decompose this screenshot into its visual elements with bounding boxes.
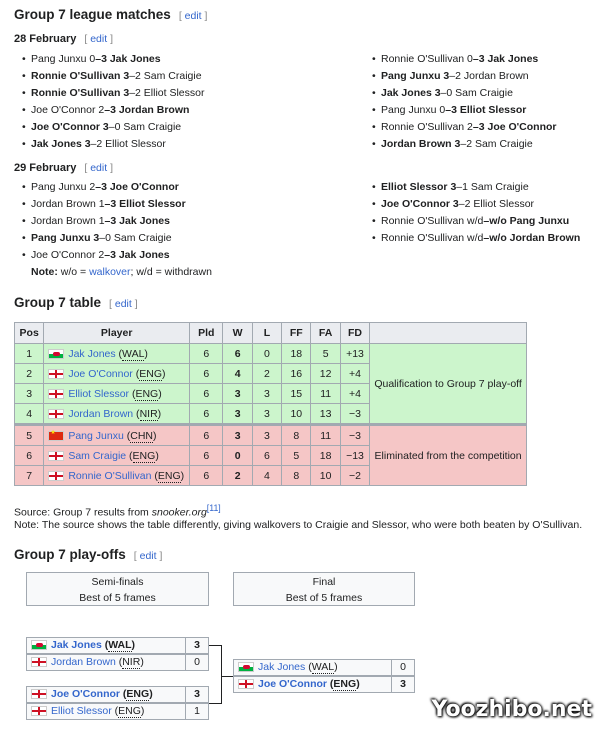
edit-link[interactable]: [ edit ] <box>178 10 208 22</box>
league-title: Group 7 league matches <box>14 7 171 22</box>
walkover-link[interactable]: walkover <box>89 266 131 278</box>
ff-cell: 18 <box>282 344 311 364</box>
l-cell: 3 <box>252 404 281 425</box>
column-header-blank <box>370 323 527 344</box>
match-result: • Jordan Brown 1–3 Elliot Slessor <box>22 196 186 213</box>
round-header-semis: Semi-finals Best of 5 frames <box>26 572 209 606</box>
match-result: • Joe O'Connor 2–3 Jordan Brown <box>22 102 204 119</box>
fa-cell: 18 <box>311 446 340 466</box>
table-note: Note: The source shows the table differently, giving walkovers to Craigie and Slessor, who were both beaten by O'Sullivan. <box>14 519 583 531</box>
nationality-abbr: ENG <box>139 367 162 380</box>
nationality-abbr: ENG <box>126 688 150 700</box>
edit-link[interactable]: [ edit ] <box>84 162 113 174</box>
player-cell: Ronnie O'Sullivan (ENG) <box>44 466 190 486</box>
match-result: • Pang Junxu 3–2 Jordan Brown <box>372 68 557 85</box>
fa-cell: 13 <box>311 404 340 425</box>
match-result: • Jak Jones 3–0 Sam Craigie <box>372 85 557 102</box>
fd-cell: +4 <box>340 384 369 404</box>
round-header-final: Final Best of 5 frames <box>233 572 415 606</box>
player-link[interactable]: Joe O'Connor <box>258 678 327 690</box>
player-link[interactable]: Jak Jones <box>51 639 102 651</box>
l-cell: 3 <box>252 425 281 446</box>
ff-cell: 10 <box>282 404 311 425</box>
score-cell: 3 <box>185 638 208 653</box>
eng-flag-icon <box>31 689 47 699</box>
position-cell: 6 <box>15 446 44 466</box>
column-header[interactable]: FD <box>340 323 369 344</box>
nir-flag-icon <box>48 409 64 419</box>
column-header[interactable]: W <box>223 323 252 344</box>
fa-cell: 12 <box>311 364 340 384</box>
wal-flag-icon <box>48 349 64 359</box>
player-link[interactable]: Pang Junxu <box>68 429 124 442</box>
nationality-abbr: WAL <box>108 639 132 651</box>
position-cell: 4 <box>15 404 44 425</box>
l-cell: 3 <box>252 384 281 404</box>
nationality-abbr: NIR <box>139 407 158 420</box>
match-result: • Joe O'Connor 3–2 Elliot Slessor <box>372 196 580 213</box>
bracket-connector <box>221 645 222 704</box>
elimination-cell: Eliminated from the competition <box>370 425 527 486</box>
wal-flag-icon <box>238 662 254 672</box>
fa-cell: 5 <box>311 344 340 364</box>
nationality-abbr: WAL <box>311 661 335 673</box>
player-cell: Jordan Brown (NIR) <box>44 404 190 425</box>
position-cell: 7 <box>15 466 44 486</box>
nir-flag-icon <box>31 657 47 667</box>
l-cell: 4 <box>252 466 281 486</box>
match-result: • Pang Junxu 0–3 Jak Jones <box>22 51 204 68</box>
day-heading: 28 February [ edit ] <box>14 33 113 45</box>
walkover-note: Note: w/o = walkover; w/d = withdrawn <box>31 266 212 278</box>
player-link[interactable]: Joe O'Connor <box>68 367 133 380</box>
pld-cell: 6 <box>190 425 223 446</box>
match-result: • Joe O'Connor 2–3 Jak Jones <box>22 247 186 264</box>
edit-link[interactable]: [ edit ] <box>109 298 138 310</box>
player-link[interactable]: Jordan Brown <box>51 656 116 668</box>
player-cell: Joe O'Connor (ENG) <box>44 364 190 384</box>
match-list <box>372 51 557 153</box>
league-heading <box>14 7 207 22</box>
position-cell: 2 <box>15 364 44 384</box>
edit-link[interactable]: [ edit ] <box>84 33 113 45</box>
table-heading: Group 7 table [ edit ] <box>14 295 138 310</box>
bracket-entry: Joe O'Connor (ENG) 3 <box>26 686 209 703</box>
l-cell: 2 <box>252 364 281 384</box>
fd-cell: +4 <box>340 364 369 384</box>
nationality-abbr: ENG <box>132 449 156 462</box>
match-result: • Ronnie O'Sullivan 2–3 Joe O'Connor <box>372 119 557 136</box>
match-result: • Pang Junxu 3–0 Sam Craigie <box>22 230 186 247</box>
pld-cell: 6 <box>190 404 223 425</box>
w-cell: 3 <box>223 384 252 404</box>
bracket-entry: Elliot Slessor (ENG) 1 <box>26 703 209 720</box>
l-cell: 0 <box>252 344 281 364</box>
pld-cell: 6 <box>190 446 223 466</box>
bracket-entry: Jak Jones (WAL) 3 <box>26 637 209 654</box>
fa-cell: 10 <box>311 466 340 486</box>
match-result: • Ronnie O'Sullivan w/d–w/o Pang Junxu <box>372 213 580 230</box>
match-result: • Pang Junxu 2–3 Joe O'Connor <box>22 179 186 196</box>
column-header[interactable]: FF <box>282 323 311 344</box>
fd-cell: −3 <box>340 404 369 425</box>
match-list <box>22 179 186 264</box>
fd-cell: −13 <box>340 446 369 466</box>
column-header[interactable]: Pos <box>15 323 44 344</box>
fd-cell: +13 <box>340 344 369 364</box>
match-result: • Joe O'Connor 3–0 Sam Craigie <box>22 119 204 136</box>
player-cell: ★ Pang Junxu (CHN) <box>44 425 190 446</box>
match-result: • Ronnie O'Sullivan 3–2 Sam Craigie <box>22 68 204 85</box>
score-cell: 1 <box>185 704 208 719</box>
position-cell: 1 <box>15 344 44 364</box>
fd-cell: −2 <box>340 466 369 486</box>
match-result: • Jordan Brown 3–2 Sam Craigie <box>372 136 557 153</box>
position-cell: 3 <box>15 384 44 404</box>
ff-cell: 15 <box>282 384 311 404</box>
column-header[interactable]: FA <box>311 323 340 344</box>
ff-cell: 8 <box>282 425 311 446</box>
bracket-connector <box>209 645 221 646</box>
l-cell: 6 <box>252 446 281 466</box>
fd-cell: −3 <box>340 425 369 446</box>
player-link[interactable]: Elliot Slessor <box>68 387 130 400</box>
eng-flag-icon <box>48 389 64 399</box>
bracket-connector <box>221 676 233 677</box>
player-link[interactable]: Sam Craigie <box>68 449 127 462</box>
match-result: • Ronnie O'Sullivan w/d–w/o Jordan Brown <box>372 230 580 247</box>
w-cell: 3 <box>223 404 252 425</box>
chn-flag-icon <box>48 431 64 441</box>
nationality-abbr: WAL <box>122 347 145 360</box>
match-result: • Ronnie O'Sullivan 3–2 Elliot Slessor <box>22 85 204 102</box>
match-result: • Elliot Slessor 3–1 Sam Craigie <box>372 179 580 196</box>
player-link[interactable]: Elliot Slessor <box>51 705 112 717</box>
w-cell: 6 <box>223 344 252 364</box>
w-cell: 4 <box>223 364 252 384</box>
bracket-connector <box>209 703 221 704</box>
nationality-abbr: ENG <box>157 469 181 482</box>
pld-cell: 6 <box>190 466 223 486</box>
player-cell: Elliot Slessor (ENG) <box>44 384 190 404</box>
pld-cell: 6 <box>190 344 223 364</box>
eng-flag-icon <box>48 369 64 379</box>
player-link[interactable]: Jak Jones <box>258 661 306 673</box>
bracket-entry: Jordan Brown (NIR) 0 <box>26 654 209 671</box>
w-cell: 2 <box>223 466 252 486</box>
column-header[interactable]: Pld <box>190 323 223 344</box>
wal-flag-icon <box>31 640 47 650</box>
table-row <box>15 344 527 364</box>
edit-link[interactable]: [ edit ] <box>133 550 163 562</box>
score-cell: 0 <box>185 655 208 670</box>
eng-flag-icon <box>48 471 64 481</box>
fa-cell: 11 <box>311 425 340 446</box>
score-cell: 3 <box>185 687 208 702</box>
w-cell: 0 <box>223 446 252 466</box>
source-line: Source: Group 7 results from snooker.org[11] <box>14 503 221 519</box>
match-result: • Pang Junxu 0–3 Elliot Slessor <box>372 102 557 119</box>
player-link[interactable]: Ronnie O'Sullivan <box>68 469 152 482</box>
day-heading: 29 February [ edit ] <box>14 162 113 174</box>
bracket-entry: Jak Jones (WAL) 0 <box>233 659 415 676</box>
eng-flag-icon <box>31 706 47 716</box>
nationality-abbr: CHN <box>130 429 153 442</box>
match-result: • Jak Jones 3–2 Elliot Slessor <box>22 136 204 153</box>
reference-link[interactable]: [11] <box>206 503 221 513</box>
nationality-abbr: NIR <box>122 656 141 668</box>
pld-cell: 6 <box>190 364 223 384</box>
ff-cell: 5 <box>282 446 311 466</box>
column-header[interactable]: L <box>252 323 281 344</box>
nationality-abbr: ENG <box>333 678 357 690</box>
player-link[interactable]: Jak Jones <box>68 347 116 360</box>
eng-flag-icon <box>238 679 254 689</box>
fa-cell: 11 <box>311 384 340 404</box>
table-row <box>15 425 527 446</box>
score-cell: 0 <box>391 660 414 675</box>
watermark-logo: Yoozhibo.net <box>431 697 592 722</box>
match-result: • Jordan Brown 1–3 Jak Jones <box>22 213 186 230</box>
qualification-cell: Qualification to Group 7 play-off <box>370 344 527 425</box>
pld-cell: 6 <box>190 384 223 404</box>
playoffs-heading: Group 7 play-offs [ edit ] <box>14 547 163 562</box>
player-link[interactable]: Joe O'Connor <box>51 688 120 700</box>
nationality-abbr: ENG <box>135 387 159 400</box>
w-cell: 3 <box>223 425 252 446</box>
match-list <box>22 51 204 153</box>
match-result: • Ronnie O'Sullivan 0–3 Jak Jones <box>372 51 557 68</box>
eng-flag-icon <box>48 451 64 461</box>
player-link[interactable]: Jordan Brown <box>68 407 134 420</box>
ff-cell: 8 <box>282 466 311 486</box>
match-list <box>372 179 580 247</box>
ff-cell: 16 <box>282 364 311 384</box>
column-header[interactable]: Player <box>44 323 190 344</box>
nationality-abbr: ENG <box>118 705 141 717</box>
bracket-entry: Joe O'Connor (ENG) 3 <box>233 676 415 693</box>
player-cell: Jak Jones (WAL) <box>44 344 190 364</box>
score-cell: 3 <box>391 677 414 692</box>
group-table <box>14 322 527 486</box>
position-cell: 5 <box>15 425 44 446</box>
player-cell: Sam Craigie (ENG) <box>44 446 190 466</box>
